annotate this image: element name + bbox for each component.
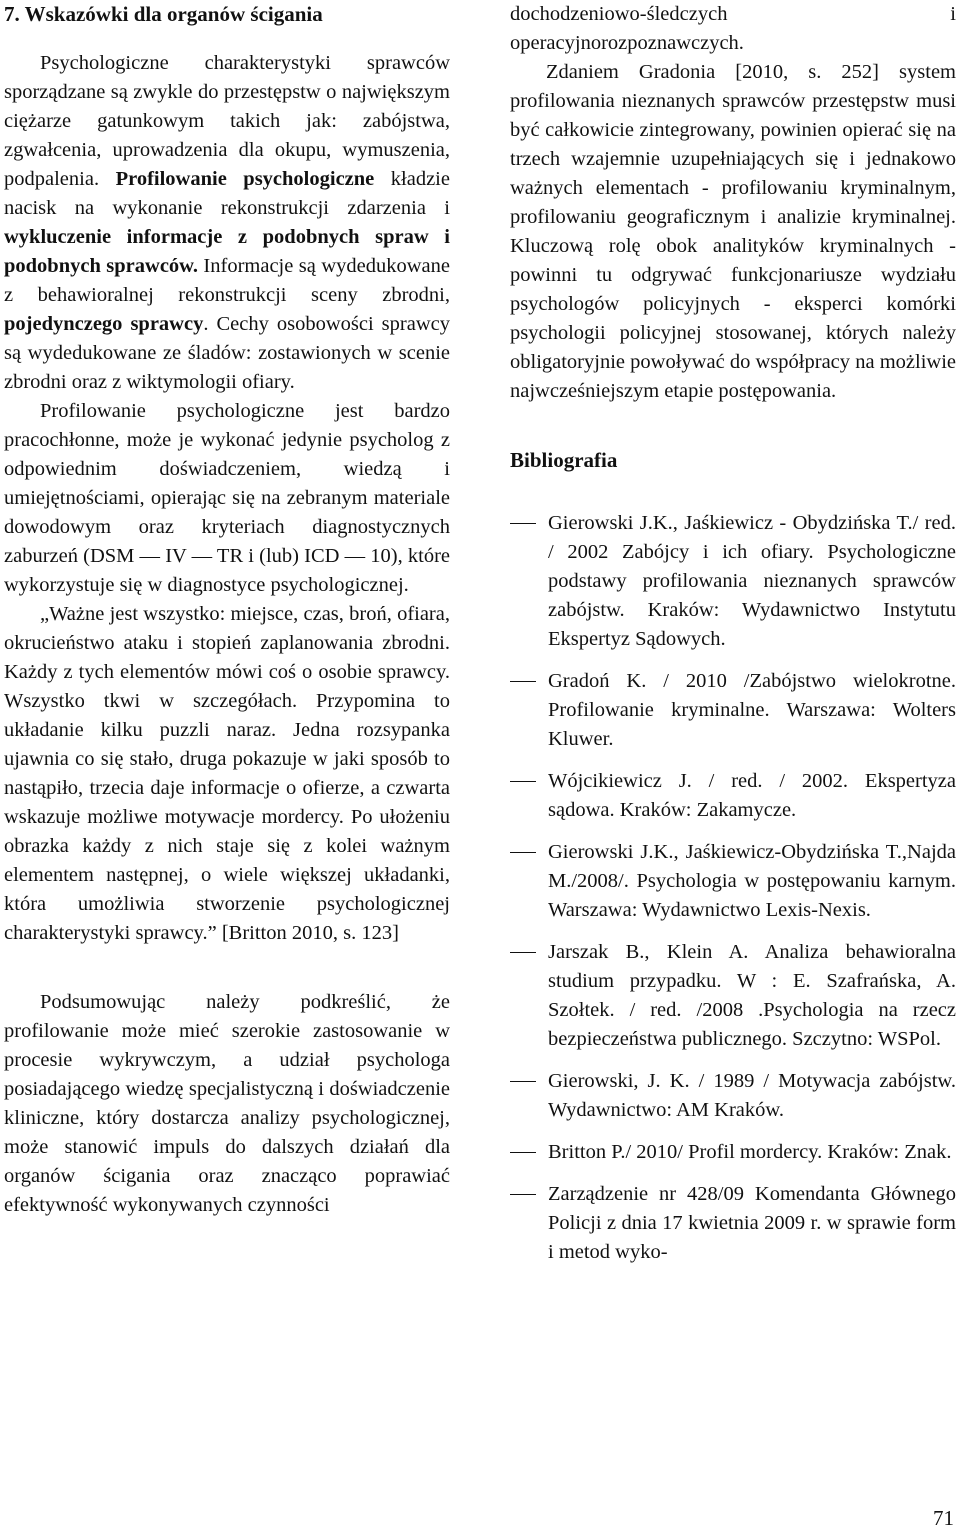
paragraph-quote-britton: „Ważne jest wszystko: miejsce, czas, broń, ofiara, okrucieństwo ataku i stopień zaplanowania zbrodni. Każdy z tych elementów mówi coś o osobie sprawcy. Wszystko tkwi w szczegółach. Przypomina to układanie kilku puzzli naraz. Jedna rozsypanka ujawnia co się stało, druga pokazuje w jaki sposób to nastąpiło, trzecia daje informacje o ofierze, a czwarta wskazuje możliwe motywacje mordercy. Po ułożeniu obrazka każdy z nich staje się z kolei ważnym elementem następnej, o wiele większej układanki, która umożliwia stworzenie psychologicznej charakterystyki sprawcy.” [Britton 2010, s. 123] bbox=[4, 603, 450, 944]
section-title: 7. Wskazówki dla organów ścigania bbox=[4, 2, 323, 26]
spacer bbox=[510, 475, 956, 509]
dash-bullet-icon bbox=[510, 852, 536, 853]
dash-bullet-icon bbox=[510, 1081, 536, 1082]
paragraph-gradon: Zdaniem Gradonia [2010, s. 252] system profilowania nieznanych sprawców przestępstw musi być całkowicie zintegrowany, powinien opierać się na trzech wzajemnie uzupełniających się i jednakowo ważnych elementach - profilowaniu kryminalnym, profilowaniu geograficznym i analizie kryminalnej. Kluczową rolę obok analityków kryminalnych - powinni tu odgrywać funkcjonariusze wydziału psychologów policyjnych - eksperci komórki psychologii policyjnej stosowanej, których należy obligatoryjnie powoływać do współpracy na możliwie najwcześniejszym etapie postępowania. bbox=[510, 61, 956, 402]
dash-bullet-icon bbox=[510, 952, 536, 953]
text-run: . Cechy osobowości sprawcy są wydedukowane ze śladów: zostawionych w scenie zbrodni oraz z wiktymologii ofiary. bbox=[4, 313, 450, 393]
bibliography-item-text: Wójcikiewicz J. / red. / 2002. Ekspertyza sądowa. Kraków: Zakamycze. bbox=[548, 770, 956, 821]
bibliography-list bbox=[510, 509, 956, 1267]
dash-bullet-icon bbox=[510, 681, 536, 682]
bibliography-item bbox=[510, 938, 956, 1054]
spacer bbox=[4, 948, 450, 988]
dash-bullet-icon bbox=[510, 1152, 536, 1153]
dash-bullet-icon bbox=[510, 523, 536, 524]
bold-run: Profilowanie psychologiczne bbox=[115, 168, 375, 190]
bibliography-item-text: Zarządzenie nr 428/09 Komendanta Głównego Policji z dnia 17 kwietnia 2009 r. w sprawie form i metod wyko- bbox=[548, 1183, 956, 1263]
bold-run: wykluczenie informacje z podobnych spraw i podobnych sprawców. bbox=[4, 226, 450, 277]
spacer bbox=[4, 29, 450, 49]
paragraph-summary: Podsumowując należy podkreślić, że profilowanie może mieć szerokie zastosowanie w procesie wykrywczym, a udział psychologa posiadającego wiedzę specjalistyczną i doświadczenie kliniczne, który dostarcza analizy psychologicznej, może stanowić impuls do dalszych działań dla organów ścigania oraz znacząco poprawiać efektywność wykonywanych czynności bbox=[4, 991, 450, 1216]
dash-bullet-icon bbox=[510, 1194, 536, 1195]
left-column bbox=[4, 0, 450, 1220]
bibliography-title: Bibliografia bbox=[510, 448, 618, 472]
text-run: kładzie nacisk na wykonanie rekonstrukcji zdarzenia i bbox=[4, 168, 450, 219]
paragraph-profiling-labor: Profilowanie psychologiczne jest bardzo pracochłonne, może je wykonać jedynie psycholog z odpowiednim doświadczeniem, wiedzą i umiejętnościami, opierając się na zebranym materiale dowodowym oraz kryteriach diagnostycznych zaburzeń (DSM — IV — TR i (lub) ICD — 10), które wykorzystuje się w diagnostyce psychologicznej. bbox=[4, 400, 450, 596]
bibliography-item-text: Gradoń K. / 2010 /Zabójstwo wielokrotne. Profilowanie kryminalne. Warszawa: Wolters Kluwer. bbox=[548, 670, 956, 750]
bibliography-item bbox=[510, 767, 956, 825]
bibliography-item-text: Gierowski J.K., Jaśkiewicz-Obydzińska T.,Najda M./2008/. Psychologia w postępowaniu karnym. Warszawa: Wydawnictwo Lexis-Nexis. bbox=[548, 841, 956, 921]
bibliography-item bbox=[510, 1067, 956, 1125]
bibliography-item bbox=[510, 667, 956, 754]
bibliography-item-text: Gierowski, J. K. / 1989 / Motywacja zabójstw. Wydawnictwo: AM Kraków. bbox=[548, 1070, 956, 1121]
page-number: 71 bbox=[933, 1506, 954, 1530]
bibliography-item-text: Gierowski J.K., Jaśkiewicz - Obydzińska T./ red. / 2002 Zabójcy i ich ofiary. Psychologiczne podstawy profilowania nieznanych sprawców zabójstw. Kraków: Wydawnictwo Instytutu Ekspertyz Sądowych. bbox=[548, 512, 956, 650]
bold-run: pojedynczego sprawcy bbox=[4, 313, 204, 335]
bibliography-item-text: Jarszak B., Klein A. Analiza behawioralna studium przypadku. W : E. Szafrańska, A. Szołtek. / red. /2008 .Psychologia na rzecz bezpieczeństwa publicznego. Szczytno: WSPol. bbox=[548, 941, 956, 1050]
right-column bbox=[510, 0, 956, 1280]
bibliography-item bbox=[510, 1138, 956, 1167]
text-run: Informacje są wydedukowane z behawioralnej rekonstrukcji sceny zbrodni, bbox=[4, 255, 450, 306]
bibliography-item-text: Britton P./ 2010/ Profil mordercy. Kraków: Znak. bbox=[548, 1141, 952, 1163]
bibliography-item bbox=[510, 838, 956, 925]
paragraph-profiling-intro bbox=[4, 49, 450, 397]
bibliography-item bbox=[510, 1180, 956, 1267]
dash-bullet-icon bbox=[510, 781, 536, 782]
spacer bbox=[510, 406, 956, 446]
paragraph-continuation: dochodzeniowo-śledczych i operacyjnorozpoznawczych. bbox=[510, 3, 956, 54]
text-run: Psychologiczne charakterystyki sprawców sporządzane są zwykle do przestępstw o największym ciężarze gatunkowym takich jak: zabójstwa, zgwałcenia, uprowadzenia dla okupu, wymuszenia, podpalenia. bbox=[4, 52, 450, 190]
bibliography-item bbox=[510, 509, 956, 654]
